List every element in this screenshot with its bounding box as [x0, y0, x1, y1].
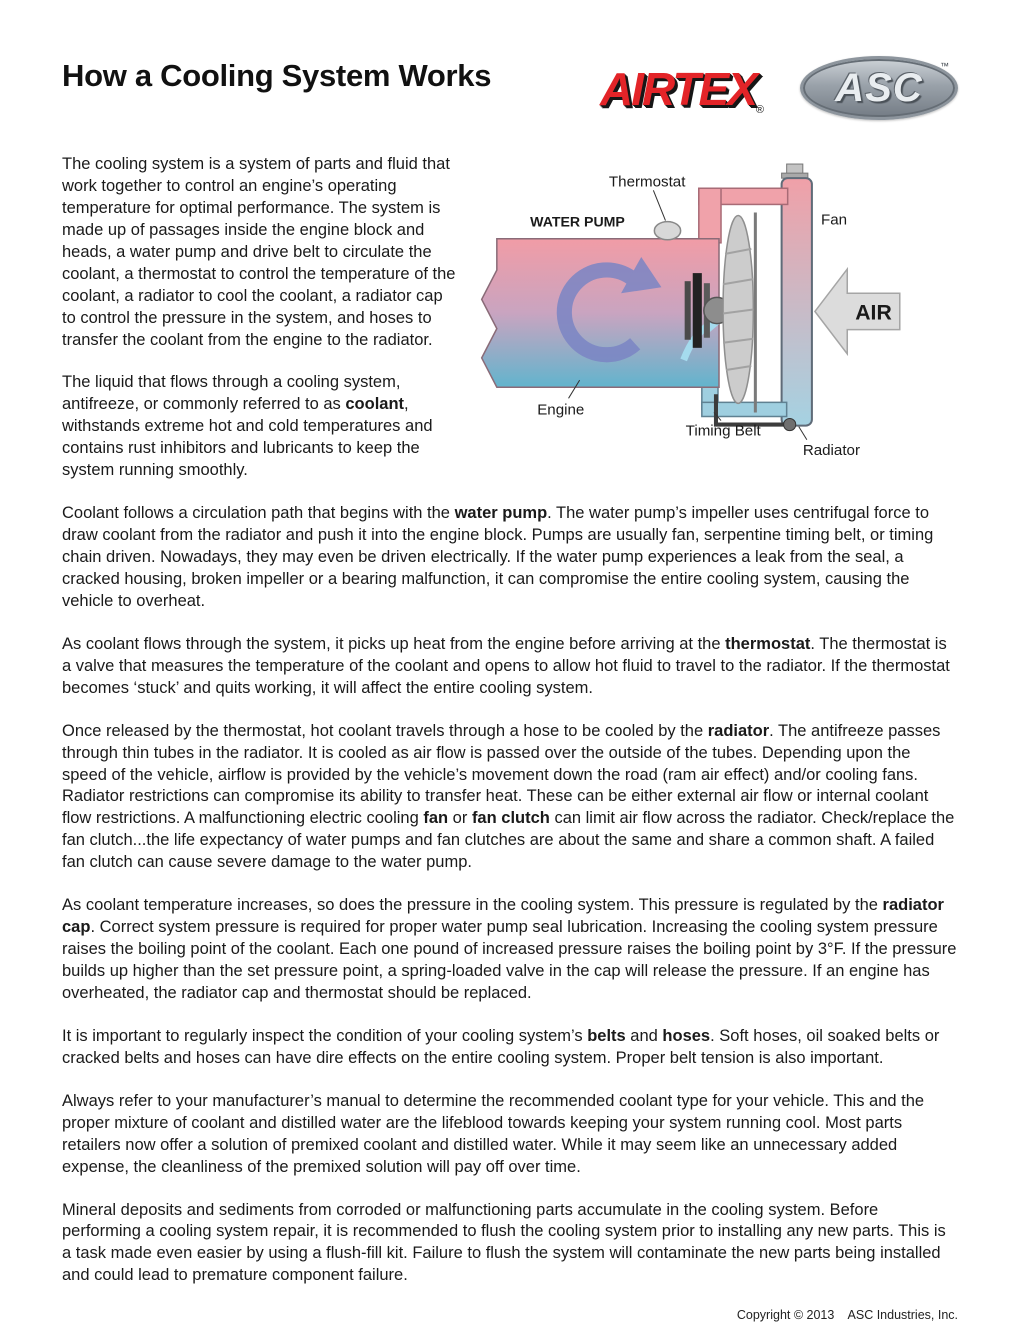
page-title: How a Cooling System Works [62, 58, 492, 93]
airtex-logo [600, 62, 764, 116]
keyword-bold: water pump [454, 504, 548, 523]
paragraph-text: The liquid that flows through a cooling system, antifreeze, or commonly referred to as [62, 373, 401, 414]
paragraph-text: . Correct system pressure is required for proper water pump seal lubrication. Increasing the cooling system pressure raises the boiling point of the coolant. Each one pound of increased pressure raises the boiling point by 3°F. If the pressure builds up higher than the set pressure point, a spring-loaded valve in the cap will release the pressure. If an engine has overheated, the radiator cap and thermostat should be replaced. [62, 918, 957, 1002]
thermostat-label: Thermostat [608, 173, 686, 191]
air-arrow [815, 269, 900, 354]
paragraph-text: Always refer to your manufacturer’s manual to determine the recommended coolant type for your vehicle. This and the proper mixture of coolant and distilled water are the lifeblood towards keeping your system running cool. Most parts retailers now offer a solution of premixed coolant and distilled water. While it may seem like an unnecessary added expense, the cleanliness of the premixed solution will pay off over time. [62, 1091, 925, 1176]
keyword-bold: radiator [707, 721, 770, 740]
paragraph-text: and [625, 1026, 663, 1045]
radiator-pointer-line [799, 427, 807, 440]
article-body [62, 154, 958, 1287]
paragraph-text: Mineral deposits and sediments from corroded or malfunctioning parts accumulate in the cooling system. Before performing a cooling system repair, it is recommended to flush the cooling system prior to installing any new parts. This is a task made even easier by using a flush-fill kit. Failure to flush the system will contaminate the new parts being installed and could lead to premature component failure. [62, 1200, 946, 1285]
keyword-bold: fan [423, 809, 449, 828]
cooling-system-diagram [480, 160, 958, 468]
paragraph-text: The cooling system is a system of parts and fluid that work together to control an engine’s operating temperature for optimal performance. The system is made up of passages inside the engine block and heads, a water pump and drive belt to circulate the coolant, a thermostat to control the temperature of the coolant, a radiator to cool the coolant, a radiator cap to control the pressure in the system, and hoses to transfer the coolant from the engine to the radiator. [62, 155, 456, 349]
keyword-bold: coolant [345, 395, 405, 414]
keyword-bold: belts [587, 1026, 626, 1045]
water-pump-label: WATER PUMP [530, 213, 625, 230]
radiator-shape [782, 178, 812, 425]
paragraph [62, 895, 958, 1005]
thermostat-shape [653, 190, 680, 239]
copyright-notice: Copyright © 2013 ASC Industries, Inc. [736, 1308, 958, 1323]
paragraph [62, 721, 958, 875]
paragraph-text: Once released by the thermostat, hot coolant travels through a hose to be cooled by the [62, 721, 708, 740]
timing-belt-label: Timing Belt [685, 422, 761, 440]
paragraph [62, 1091, 958, 1179]
engine-block-shape [482, 239, 719, 387]
radiator-cap [782, 164, 808, 178]
airtex-logo-text: AIRTEX [600, 63, 756, 115]
air-label: AIR [855, 301, 892, 325]
paragraph-text: . The antifreeze passes through thin tubes in the radiator. It is cooled as air flow is passed over the outside of the tubes. Depending upon the speed of the vehicle, airflow is provided by the vehicle’s movement down the road (ram air effect) and/or cooling fans. Radiator restrictions can compromise its ability to transfer heat. These can be either external air flow or internal coolant flow restrictions. A malfunctioning electric cooling [62, 721, 941, 828]
airtex-registered-mark: ® [755, 104, 764, 116]
keyword-bold: thermostat [725, 634, 811, 653]
paragraph-text: . Soft hoses, oil soaked belts or cracked belts and hoses can have dire effects on the entire cooling system. Proper belt tension is also important. [62, 1026, 940, 1067]
fan-label: Fan [820, 211, 848, 229]
paragraph-text: or [448, 809, 472, 828]
paragraph-text: , withstands extreme hot and cold temperatures and contains rust inhibitors and lubricants to keep the system running smoothly. [62, 395, 433, 480]
paragraph-text: can limit air flow across the radiator. Check/replace the fan clutch...the life expectancy of water pumps and fan clutches are about the same and share a common shaft. A failed fan clutch can cause severe damage to the water pump. [62, 809, 955, 872]
keyword-bold: hoses [662, 1026, 711, 1045]
cooling-system-diagram-svg [480, 160, 958, 468]
radiator-label: Radiator [802, 441, 860, 459]
keyword-bold: fan clutch [471, 809, 550, 828]
asc-trademark: ™ [940, 61, 949, 71]
paragraph [62, 1026, 958, 1070]
fan-shape [723, 213, 755, 413]
paragraph-text: . The thermostat is a valve that measures the temperature of the coolant and opens to allow hot fluid to travel to the radiator. If the thermostat becomes ‘stuck’ and quits working, it will affect the entire cooling system. [62, 634, 950, 697]
asc-logo [800, 56, 958, 120]
page-header [62, 44, 958, 120]
paragraph-text: It is important to regularly inspect the condition of your cooling system’s [62, 1026, 588, 1045]
paragraph-text: . The water pump’s impeller uses centrifugal force to draw coolant from the radiator and push it into the engine block. Pumps are usually fan, serpentine timing belt, or timing chain driven. Nowadays, they may even be driven electrically. If the water pump experiences a leak from the seal, a cracked housing, broken impeller or a bearing malfunction, it can compromise the entire cooling system, causing the vehicle to overheat. [62, 504, 934, 610]
paragraph-text: Coolant follows a circulation path that begins with the [62, 504, 455, 523]
paragraph [62, 634, 958, 700]
keyword-bold: radiator cap [62, 896, 944, 937]
paragraph [62, 503, 958, 613]
asc-logo-text: ASC [835, 65, 923, 110]
paragraph [62, 1200, 958, 1288]
paragraph-text: As coolant flows through the system, it picks up heat from the engine before arriving at the [62, 634, 726, 653]
engine-label: Engine [537, 401, 585, 419]
paragraph-text: As coolant temperature increases, so does the pressure in the cooling system. This pressure is regulated by the [62, 896, 883, 915]
